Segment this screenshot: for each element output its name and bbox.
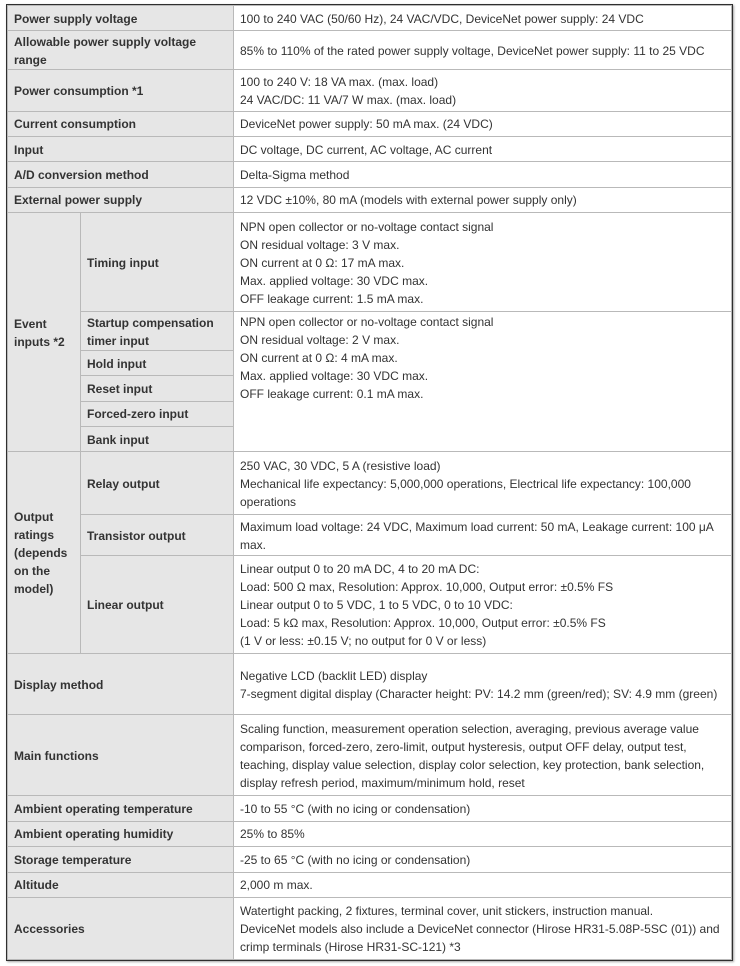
label-external-power: External power supply xyxy=(8,187,234,212)
relay-output-line-2: Mechanical life expectancy: 5,000,000 operations, Electrical life expectancy: 100,000 operations xyxy=(240,476,691,509)
label-current-consumption: Current consumption xyxy=(8,111,234,136)
linear-output-line-3: Linear output 0 to 5 VDC, 1 to 5 VDC, 0 to 10 VDC: xyxy=(240,598,513,613)
value-display-method xyxy=(234,654,732,715)
value-power-supply-voltage: 100 to 240 VAC (50/60 Hz), 24 VAC/VDC, DeviceNet power supply: 24 VDC xyxy=(234,6,732,31)
value-linear-output xyxy=(234,555,732,653)
label-hold-input: Hold input xyxy=(81,350,234,375)
label-forced-zero: Forced-zero input xyxy=(81,401,234,426)
timing-input-line-1: NPN open collector or no-voltage contact signal xyxy=(240,219,494,234)
shared-event-line-4: Max. applied voltage: 30 VDC max. xyxy=(240,369,429,384)
linear-output-line-2: Load: 500 Ω max, Resolution: Approx. 10,000, Output error: ±0.5% FS xyxy=(240,580,614,595)
value-timing-input xyxy=(234,212,732,311)
label-output-ratings: Output ratings (depends on the model) xyxy=(8,452,81,654)
label-ambient-humidity: Ambient operating humidity xyxy=(8,821,234,846)
label-power-supply-voltage: Power supply voltage xyxy=(8,6,234,31)
value-external-power: 12 VDC ±10%, 80 mA (models with external power supply only) xyxy=(234,187,732,212)
row-timing-input xyxy=(8,212,732,311)
power-consumption-line-1: 100 to 240 V: 18 VA max. (max. load) xyxy=(240,74,439,89)
spec-table xyxy=(7,5,732,960)
label-ad-conversion: A/D conversion method xyxy=(8,162,234,187)
row-ambient-temp xyxy=(8,796,732,821)
value-input: DC voltage, DC current, AC voltage, AC current xyxy=(234,136,732,161)
value-storage-temp: -25 to 65 °C (with no icing or condensation) xyxy=(234,847,732,872)
value-allowable-voltage-range: 85% to 110% of the rated power supply voltage, DeviceNet power supply: 11 to 25 VDC xyxy=(234,31,732,70)
timing-input-line-4: Max. applied voltage: 30 VDC max. xyxy=(240,273,429,288)
accessories-line-1: Watertight packing, 2 fixtures, terminal cover, unit stickers, instruction manual. xyxy=(240,903,654,918)
label-timing-input: Timing input xyxy=(81,212,234,311)
label-allowable-voltage-range: Allowable power supply voltage range xyxy=(8,31,234,70)
relay-output-line-1: 250 VAC, 30 VDC, 5 A (resistive load) xyxy=(240,458,441,473)
label-display-method: Display method xyxy=(8,654,234,715)
row-main-functions xyxy=(8,715,732,796)
label-power-consumption: Power consumption *1 xyxy=(8,69,234,111)
shared-event-line-2: ON residual voltage: 2 V max. xyxy=(240,333,400,348)
value-accessories xyxy=(234,897,732,959)
value-main-functions: Scaling function, measurement operation selection, averaging, previous average value comparison, forced-zero, zero-limit, output hysteresis, output OFF delay, output test, teaching, display value selection, display color selection, key protection, bank selection, display refresh period, maximum/minimum hold, reset xyxy=(234,715,732,796)
row-linear-output xyxy=(8,555,732,653)
label-linear-output: Linear output xyxy=(81,555,234,653)
row-altitude xyxy=(8,872,732,897)
value-ad-conversion: Delta-Sigma method xyxy=(234,162,732,187)
row-display-method xyxy=(8,654,732,715)
power-consumption-line-2: 24 VAC/DC: 11 VA/7 W max. (max. load) xyxy=(240,92,457,107)
shared-event-line-3: ON current at 0 Ω: 4 mA max. xyxy=(240,351,398,366)
label-event-inputs: Event inputs *2 xyxy=(8,212,81,451)
linear-output-line-5: (1 V or less: ±0.15 V; no output for 0 V or less) xyxy=(240,634,487,649)
spec-table-frame xyxy=(6,4,733,961)
label-altitude: Altitude xyxy=(8,872,234,897)
value-shared-event-inputs xyxy=(234,312,732,452)
row-current-consumption xyxy=(8,111,732,136)
value-altitude: 2,000 m max. xyxy=(234,872,732,897)
row-relay-output xyxy=(8,452,732,515)
label-startup-timer: Startup compensation timer input xyxy=(81,312,234,351)
timing-input-line-5: OFF leakage current: 1.5 mA max. xyxy=(240,291,424,306)
row-ambient-humidity xyxy=(8,821,732,846)
linear-output-line-4: Load: 5 kΩ max, Resolution: Approx. 10,000, Output error: ±0.5% FS xyxy=(240,616,606,631)
row-ad-conversion xyxy=(8,162,732,187)
row-external-power xyxy=(8,187,732,212)
row-accessories xyxy=(8,897,732,959)
row-power-supply-voltage xyxy=(8,6,732,31)
label-storage-temp: Storage temperature xyxy=(8,847,234,872)
row-input xyxy=(8,136,732,161)
accessories-line-2: DeviceNet models also include a DeviceNet connector (Hirose HR31-5.08P-5SC (01)) and crimp terminals (Hirose HR31-SC-121) *3 xyxy=(240,921,720,954)
timing-input-line-3: ON current at 0 Ω: 17 mA max. xyxy=(240,255,405,270)
value-transistor-output: Maximum load voltage: 24 VDC, Maximum load current: 50 mA, Leakage current: 100 μA max. xyxy=(234,515,732,556)
value-relay-output xyxy=(234,452,732,515)
row-startup-timer xyxy=(8,312,732,351)
label-bank-input: Bank input xyxy=(81,427,234,452)
value-power-consumption xyxy=(234,69,732,111)
row-allowable-voltage-range xyxy=(8,31,732,70)
label-reset-input: Reset input xyxy=(81,376,234,401)
label-relay-output: Relay output xyxy=(81,452,234,515)
timing-input-line-2: ON residual voltage: 3 V max. xyxy=(240,237,400,252)
display-method-line-1: Negative LCD (backlit LED) display xyxy=(240,668,428,683)
value-ambient-temp: -10 to 55 °C (with no icing or condensation) xyxy=(234,796,732,821)
display-method-line-2: 7-segment digital display (Character height: PV: 14.2 mm (green/red); SV: 4.9 mm (green) xyxy=(240,686,718,701)
shared-event-line-5: OFF leakage current: 0.1 mA max. xyxy=(240,387,424,402)
row-transistor-output xyxy=(8,515,732,556)
label-input: Input xyxy=(8,136,234,161)
row-power-consumption xyxy=(8,69,732,111)
label-transistor-output: Transistor output xyxy=(81,515,234,556)
shared-event-line-1: NPN open collector or no-voltage contact signal xyxy=(240,315,494,330)
label-main-functions: Main functions xyxy=(8,715,234,796)
label-ambient-temp: Ambient operating temperature xyxy=(8,796,234,821)
value-current-consumption: DeviceNet power supply: 50 mA max. (24 VDC) xyxy=(234,111,732,136)
linear-output-line-1: Linear output 0 to 20 mA DC, 4 to 20 mA DC: xyxy=(240,562,480,577)
label-accessories: Accessories xyxy=(8,897,234,959)
value-ambient-humidity: 25% to 85% xyxy=(234,821,732,846)
row-storage-temp xyxy=(8,847,732,872)
